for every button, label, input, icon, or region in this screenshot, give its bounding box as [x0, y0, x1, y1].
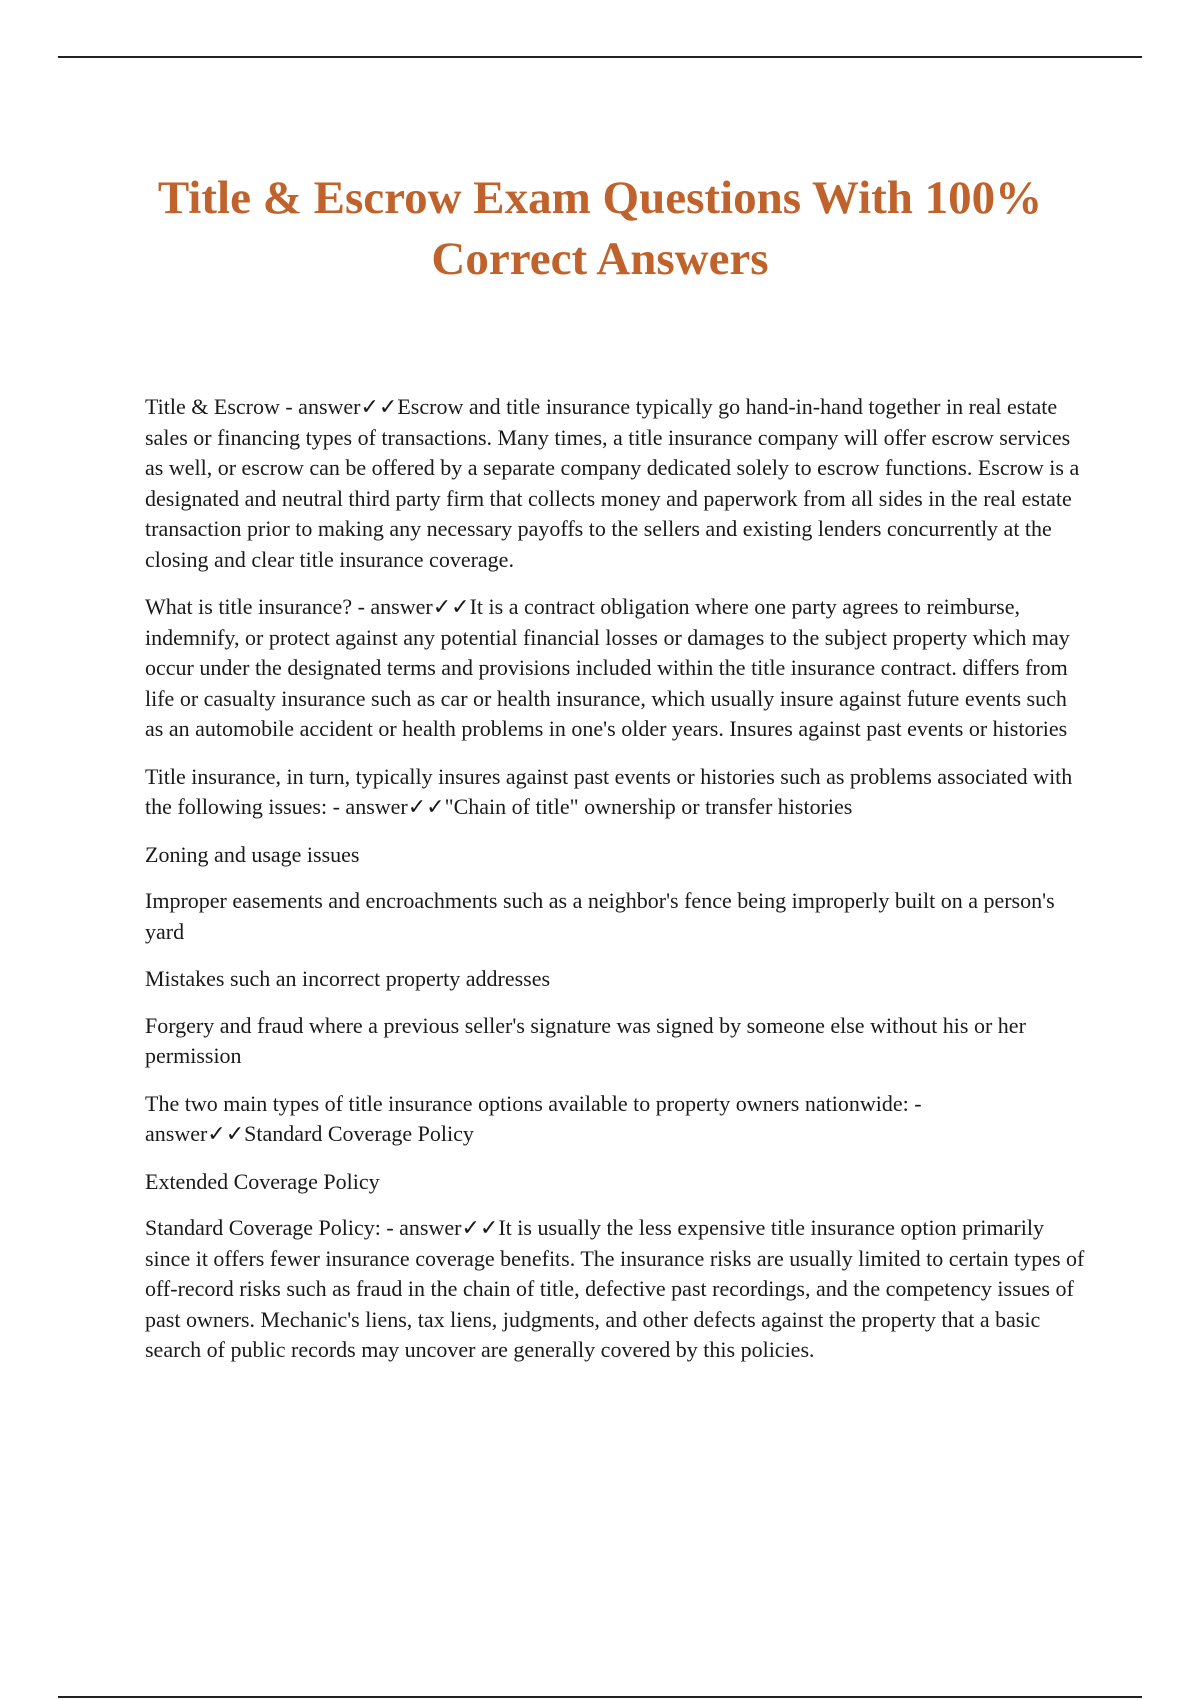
document-body	[145, 392, 1090, 1383]
qa-paragraph-past-events: Title insurance, in turn, typically insures against past events or histories such as problems associated with the following issues: - answer✓✓"Chain of title" ownership or transfer histories	[145, 763, 1073, 819]
document-title: Title & Escrow Exam Questions With 100% Correct Answers	[157, 172, 1043, 285]
list-item-extended-coverage: Extended Coverage Policy	[145, 1168, 380, 1194]
footer-rule	[58, 1696, 1142, 1698]
list-item-easements: Improper easements and encroachments such as a neighbor's fence being improperly built on a person's yard	[145, 888, 1055, 944]
list-item-zoning: Zoning and usage issues	[145, 841, 360, 867]
qa-paragraph-what-is-title-insurance: What is title insurance? - answer✓✓It is a contract obligation where one party agrees to reimburse, indemnify, or protect against any potential financial losses or damages to the subject property which may occur under the designated terms and provisions included within the title insurance contract. differs from life or casualty insurance such as car or health insurance, which usually insure against future events such as an automobile accident or health problems in one's older years. Insures against past events or histories	[145, 594, 1070, 741]
header-rule	[58, 56, 1142, 58]
qa-paragraph-title-escrow: Title & Escrow - answer✓✓Escrow and title insurance typically go hand-in-hand together in real estate sales or financing types of transactions. Many times, a title insurance company will offer escrow services as well, or escrow can be offered by a separate company dedicated solely to escrow functions. Escrow is a designated and neutral third party firm that collects money and paperwork from all sides in the real estate transaction prior to making any necessary payoffs to the sellers and existing lenders concurrently at the closing and clear title insurance coverage.	[145, 394, 1080, 572]
qa-paragraph-standard-coverage: Standard Coverage Policy: - answer✓✓It is usually the less expensive title insurance option primarily since it offers fewer insurance coverage benefits. The insurance risks are usually limited to certain types of off-record risks such as fraud in the chain of title, defective past recordings, and the competency issues of past owners. Mechanic's liens, tax liens, judgments, and other defects against the property that a basic search of public records may uncover are generally covered by this policies.	[145, 1215, 1085, 1362]
list-item-mistakes: Mistakes such an incorrect property addresses	[145, 966, 551, 991]
qa-paragraph-two-main-types: The two main types of title insurance options available to property owners nationwide: - answer✓✓Standard Coverage Policy	[145, 1090, 922, 1146]
list-item-forgery: Forgery and fraud where a previous seller's signature was signed by someone else without his or her permission	[145, 1012, 1026, 1068]
